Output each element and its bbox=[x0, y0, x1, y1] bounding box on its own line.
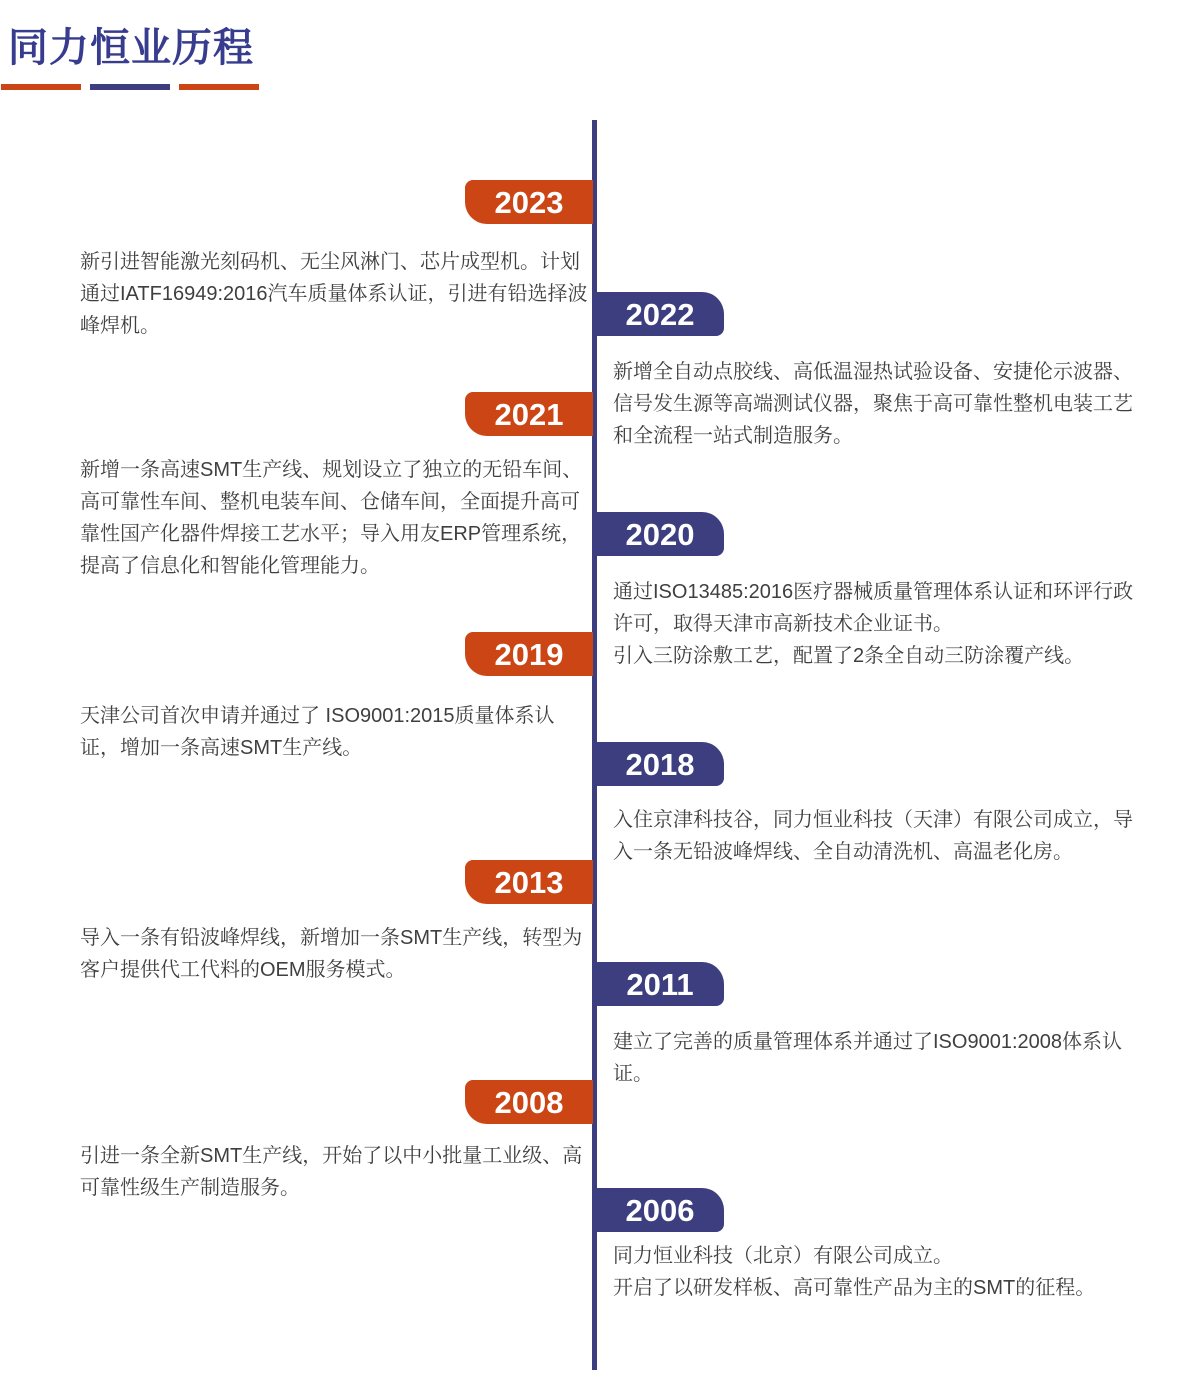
milestone-text-2013 bbox=[80, 922, 592, 986]
milestone-text-2020 bbox=[613, 576, 1135, 672]
title-underline bbox=[1, 84, 259, 90]
milestone-line: 开启了以研发样板、高可靠性产品为主的SMT的征程。 bbox=[613, 1277, 1096, 1299]
milestone-text-2023 bbox=[80, 246, 592, 342]
year-badge-2013: 2013 bbox=[465, 860, 593, 904]
milestone-text-2019 bbox=[80, 700, 592, 764]
milestone-line: 导入一条有铅波峰焊线，新增加一条SMT生产线，转型为客户提供代工代料的OEM服务模式。 bbox=[80, 927, 583, 981]
orange-underline-segment bbox=[1, 84, 81, 90]
year-badge-2018: 2018 bbox=[596, 742, 724, 786]
milestone-line: 新增全自动点胶线、高低温湿热试验设备、安捷伦示波器、信号发生源等高端测试仪器，聚焦于高可靠性整机电装工艺和全流程一站式制造服务。 bbox=[613, 361, 1133, 447]
year-badge-2020: 2020 bbox=[596, 512, 724, 556]
milestone-text-2011 bbox=[613, 1026, 1135, 1090]
milestone-line: 通过ISO13485:2016医疗器械质量管理体系认证和环评行政许可，取得天津市高新技术企业证书。 bbox=[613, 581, 1134, 635]
year-badge-2023: 2023 bbox=[465, 180, 593, 224]
orange-underline-segment bbox=[179, 84, 259, 90]
milestone-line: 天津公司首次申请并通过了 ISO9001:2015质量体系认证，增加一条高速SMT生产线。 bbox=[80, 705, 555, 759]
milestone-text-2018 bbox=[613, 804, 1135, 868]
year-badge-2021: 2021 bbox=[465, 392, 593, 436]
milestone-line: 引进一条全新SMT生产线，开始了以中小批量工业级、高可靠性级生产制造服务。 bbox=[80, 1145, 583, 1199]
year-badge-2022: 2022 bbox=[596, 292, 724, 336]
year-badge-2008: 2008 bbox=[465, 1080, 593, 1124]
milestone-text-2022 bbox=[613, 356, 1135, 452]
page-title: 同力恒业历程 bbox=[8, 26, 254, 70]
milestone-line: 建立了完善的质量管理体系并通过了ISO9001:2008体系认证。 bbox=[613, 1031, 1122, 1085]
milestone-line: 同力恒业科技（北京）有限公司成立。 bbox=[613, 1245, 953, 1267]
blue-underline-segment bbox=[90, 84, 170, 90]
milestone-line: 新引进智能激光刻码机、无尘风淋门、芯片成型机。计划通过IATF16949:2016汽车质量体系认证，引进有铅选择波峰焊机。 bbox=[80, 251, 588, 337]
year-badge-2019: 2019 bbox=[465, 632, 593, 676]
milestone-line: 新增一条高速SMT生产线、规划设立了独立的无铅车间、高可靠性车间、整机电装车间、仓储车间，全面提升高可靠性国产化器件焊接工艺水平；导入用友ERP管理系统，提高了信息化和智能化管理能力。 bbox=[80, 459, 583, 577]
year-badge-2011: 2011 bbox=[596, 962, 724, 1006]
year-badge-2006: 2006 bbox=[596, 1188, 724, 1232]
milestone-text-2006 bbox=[613, 1240, 1135, 1304]
milestone-text-2021 bbox=[80, 454, 592, 582]
milestone-line: 入住京津科技谷，同力恒业科技（天津）有限公司成立，导入一条无铅波峰焊线、全自动清洗机、高温老化房。 bbox=[613, 809, 1133, 863]
milestone-text-2008 bbox=[80, 1140, 592, 1204]
milestone-line: 引入三防涂敷工艺，配置了2条全自动三防涂覆产线。 bbox=[613, 645, 1085, 667]
